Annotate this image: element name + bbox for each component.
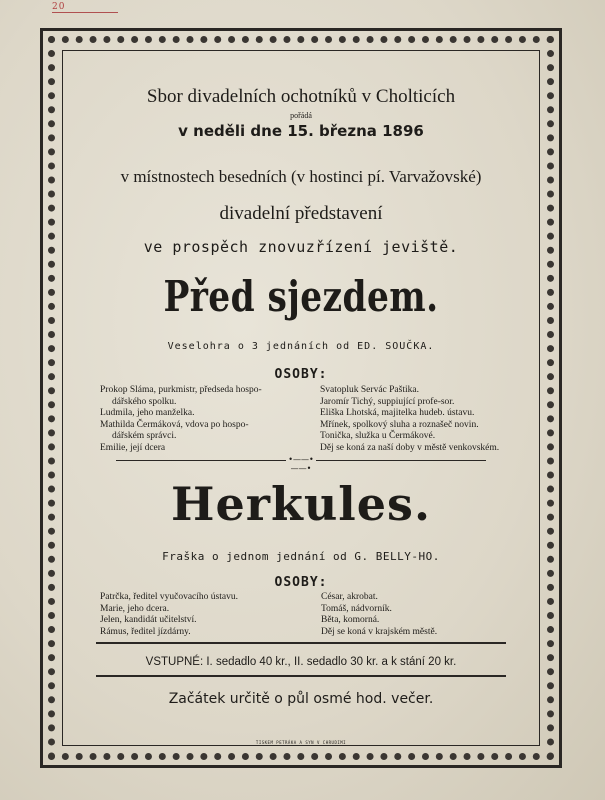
play1-cast-left xyxy=(100,385,262,454)
price-rule-top xyxy=(96,642,506,644)
play2-cast-heading: OSOBY: xyxy=(274,575,328,590)
play2-subtitle: Fraška o jednom jednání od G. BELLY-HO. xyxy=(162,550,440,563)
divider-left xyxy=(116,460,286,461)
cast-entry: Mřínek, spolkový sluha a roznašeč novin. xyxy=(320,419,479,430)
corner-ink-mark: 20 xyxy=(52,2,118,13)
divider-right xyxy=(316,460,486,461)
poster-content xyxy=(66,54,536,745)
cast-entry: Rámus, ředitel jízdárny. xyxy=(100,626,191,637)
date-line: v neděli dne 15. března 1896 xyxy=(178,122,424,140)
cast-entry: Tomáš, nádvorník. xyxy=(321,603,392,614)
printer-imprint: TISKEM PETRÁKA A SYN V CHRUDIMI xyxy=(255,740,347,745)
cast-entry: Tonička, služka u Čermákové. xyxy=(320,431,436,441)
start-time-line: Začátek určitě o půl osmé hod. večer. xyxy=(168,691,434,707)
cast-entry: dářského spolku. xyxy=(112,396,177,407)
play1-cast-right xyxy=(320,385,499,454)
cast-entry: Emilie, její dcera xyxy=(100,442,166,453)
cast-entry: Jaromír Tichý, suppiující profe-sor. xyxy=(320,396,455,407)
cast-entry: César, akrobat. xyxy=(321,592,378,602)
divider-ornament: •——•——• xyxy=(288,455,314,473)
cast-entry: Prokop Sláma, purkmistr, předseda hospo- xyxy=(100,385,262,395)
cast-entry: Běta, komorná. xyxy=(321,615,380,625)
play2-title: Herkules. xyxy=(171,477,431,531)
performance-line: divadelní představení xyxy=(219,203,383,224)
cast-entry: Mathilda Čermáková, vdova po hospo- xyxy=(100,419,249,430)
cast-entry: Ludmila, jeho manželka. xyxy=(100,408,195,418)
cast-entry: Eliška Lhotská, majitelka hudeb. ústavu. xyxy=(320,408,475,418)
cast-entry: Děj se koná za naší doby v městě venkovském. xyxy=(320,442,500,453)
price-rule-bottom xyxy=(96,675,506,677)
purpose-line: ve prospěch znovuzřízení jeviště. xyxy=(143,238,459,256)
organizer-line: Sbor divadelních ochotníků v Cholticích xyxy=(146,86,456,107)
cast-entry: Děj se koná v krajském městě. xyxy=(321,626,438,637)
cast-entry: Jelen, kandidát učitelství. xyxy=(100,615,197,625)
cast-entry: dářském správci. xyxy=(112,431,177,441)
play1-subtitle: Veselohra o 3 jednáních od ED. SOUČKA. xyxy=(167,341,435,352)
verb-line: pořádá xyxy=(290,111,312,120)
place-line: v místnostech besedních (v hostinci pí. Varvažovské) xyxy=(120,167,482,186)
admission-line: VSTUPNÉ: I. sedadlo 40 kr., II. sedadlo 30 kr. a k stání 20 kr. xyxy=(145,656,457,668)
cast-entry: Svatopluk Servác Paštika. xyxy=(320,385,419,395)
play1-cast-heading: OSOBY: xyxy=(274,367,328,382)
play2-cast-right xyxy=(321,592,437,638)
cast-entry: Marie, jeho dcera. xyxy=(100,603,170,614)
cast-entry: Patrčka, ředitel vyučovacího ústavu. xyxy=(100,592,238,602)
play1-title: Před sjezdem. xyxy=(163,272,439,321)
play2-cast-left xyxy=(100,592,238,638)
